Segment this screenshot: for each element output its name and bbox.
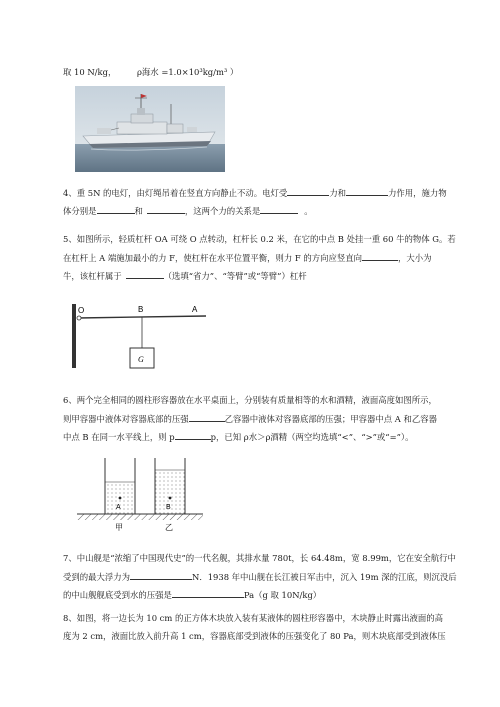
question-5-line-1: [63, 233, 456, 245]
q5-blank-1[interactable]: [362, 251, 398, 261]
q8-text-1: 8、如图，将一边长为 10 cm 的正方体木块放入装有某液体的圆柱形容器中，木块静止时露出液面的高: [63, 613, 443, 623]
q6-text-6: ，已知 ρ水＞ρ酒精（两空均选填“<”、“>”或“=”）。: [216, 432, 414, 442]
q6-text-5: p: [210, 432, 217, 442]
q5-blank-2[interactable]: [126, 269, 164, 279]
q4-text-2: 力和: [329, 188, 347, 198]
q5-text-3: ，大小为: [397, 253, 432, 263]
q7-text-4: 的中山舰舰底受到水的压强是: [63, 590, 172, 600]
q7-text-3: N．1938 年中山舰在长江被日军击中，沉入 19m 深的江底，则沉没后: [192, 572, 457, 582]
q4-blank-3[interactable]: [97, 204, 135, 214]
label-jia: 甲: [115, 523, 123, 532]
question-4-line-1: [63, 186, 447, 199]
gravity-constant-text: 取 10 N/kg，: [63, 67, 117, 77]
label-o: O: [78, 306, 85, 315]
q6-blank-2[interactable]: [175, 430, 211, 440]
q6-text-2: 则甲容器中液体对容器底部的压强: [63, 414, 189, 424]
label-a: A: [192, 305, 198, 314]
lever-wall: [72, 304, 76, 368]
q5-text-5: （选填“省力”、“等臂”或“等臂”）杠杆: [163, 271, 307, 281]
q4-text-4: 体分别是: [63, 206, 97, 216]
q4-blank-2[interactable]: [346, 186, 388, 196]
q4-text-5: 和: [134, 206, 143, 216]
table-hatching: [77, 514, 203, 520]
question-3-tail: [63, 66, 238, 78]
q7-text-5: Pa（g 取 10N/kg）: [243, 590, 322, 600]
q4-blank-4[interactable]: [147, 204, 185, 214]
question-7-line-3: [63, 588, 321, 601]
q5-text-2: 在杠杆上 A 端施加最小的力 F，使杠杆在水平位置平衡，则力 F 的方向应竖直向: [63, 253, 362, 263]
label-yi: 乙: [165, 523, 173, 532]
question-4-line-2: [63, 204, 313, 217]
q4-text-3: 力作用，施力物: [388, 188, 447, 198]
q7-blank-2[interactable]: [172, 588, 244, 598]
seawater-density-text: ρ海水 =1.0×10³kg/m³ ）: [137, 67, 239, 77]
q6-text-1: 6、两个完全相同的圆柱形容器放在水平桌面上，分别装有质量相等的水和酒精，液面高度如图所示，: [63, 395, 437, 405]
question-5-line-3: [63, 269, 307, 282]
q5-text-1: 5、如图所示，轻质杠杆 OA 可绕 O 点转动，杠杆长 0.2 米，在它的中点 B 处挂一重 60 牛的物体 G。若: [63, 234, 456, 244]
label-g: G: [138, 355, 144, 364]
q4-blank-1[interactable]: [287, 186, 329, 196]
q5-text-4: 牛，该杠杆属于: [63, 271, 122, 281]
label-point-b: B: [166, 504, 171, 511]
containers-diagram: [75, 452, 205, 532]
q4-text-6: ，这两个力的关系是: [184, 206, 261, 216]
q7-text-2: 受到的最大浮力为: [63, 572, 130, 582]
question-6-line-1: [63, 394, 437, 406]
question-6-line-3: [63, 430, 413, 443]
q4-blank-5[interactable]: [260, 204, 298, 214]
question-5-line-2: [63, 251, 431, 264]
question-8-line-1: [63, 612, 443, 624]
q4-text-7: 。: [304, 206, 313, 216]
question-8-line-2: [63, 630, 446, 642]
question-7-line-2: [63, 570, 457, 583]
lever-diagram: [70, 300, 220, 376]
q7-blank-1[interactable]: [130, 570, 192, 580]
label-b: B: [138, 305, 144, 314]
q7-text-1: 7、中山舰是“浓缩了中国现代史”的一代名舰，其排水量 780t，长 64.48m，宽 8.99m，它在安全航行中: [63, 553, 456, 563]
q6-text-3: 乙容器中液体对容器底部的压强；甲容器中点 A 和乙容器: [224, 414, 437, 424]
warship-photo: [75, 86, 225, 172]
q6-blank-1[interactable]: [189, 412, 225, 422]
question-7-line-1: [63, 552, 456, 564]
q6-text-4: 中点 B 在同一水平线上，则 p: [63, 432, 175, 442]
label-point-a: A: [116, 504, 121, 511]
q4-text-1: 4、重 5N 的电灯，由灯绳吊着在竖直方向静止不动。电灯受: [63, 188, 288, 198]
question-6-line-2: [63, 412, 437, 425]
pivot-point: [77, 316, 81, 320]
q8-text-2: 度为 2 cm，液面比放入前升高 1 cm，容器底部受到液体的压强变化了 80 Pa，则木块底部受到液体压: [63, 631, 446, 641]
